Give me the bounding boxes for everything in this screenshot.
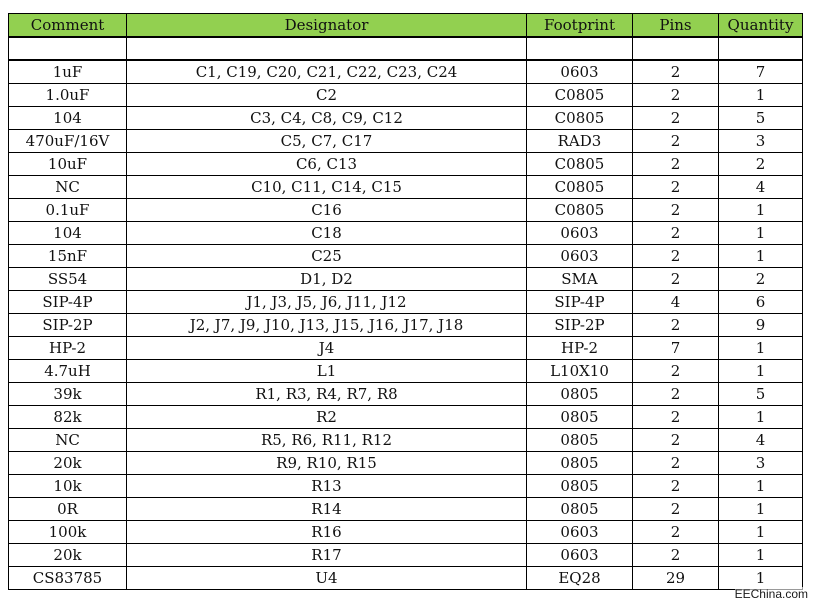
footprint-cell: 0603 <box>527 245 633 268</box>
footprint-cell: C0805 <box>527 107 633 130</box>
comment-cell: 104 <box>9 107 127 130</box>
comment-cell: 1.0uF <box>9 84 127 107</box>
designator-cell: D1, D2 <box>127 268 527 291</box>
quantity-cell: 4 <box>719 429 803 452</box>
comment-cell: 10uF <box>9 153 127 176</box>
quantity-cell: 4 <box>719 176 803 199</box>
footprint-cell: L10X10 <box>527 360 633 383</box>
bom-table-wrapper <box>8 13 803 590</box>
designator-cell: R16 <box>127 521 527 544</box>
table-row <box>9 337 803 360</box>
quantity-cell: 6 <box>719 291 803 314</box>
table-row <box>9 199 803 222</box>
quantity-cell: 1 <box>719 475 803 498</box>
footprint-cell: 0603 <box>527 222 633 245</box>
watermark: EEChina.com <box>734 587 808 601</box>
designator-cell: J4 <box>127 337 527 360</box>
footprint-cell: 0805 <box>527 429 633 452</box>
designator-cell: R13 <box>127 475 527 498</box>
designator-cell: C16 <box>127 199 527 222</box>
designator-cell: R5, R6, R11, R12 <box>127 429 527 452</box>
footprint-cell: C0805 <box>527 176 633 199</box>
footprint-cell: SIP-2P <box>527 314 633 337</box>
comment-cell: 0.1uF <box>9 199 127 222</box>
pins-cell: 2 <box>633 360 719 383</box>
comment-cell: 104 <box>9 222 127 245</box>
pins-cell: 2 <box>633 199 719 222</box>
pins-cell: 4 <box>633 291 719 314</box>
comment-cell: 470uF/16V <box>9 130 127 153</box>
table-row <box>9 360 803 383</box>
quantity-cell: 1 <box>719 544 803 567</box>
quantity-cell: 1 <box>719 498 803 521</box>
table-row <box>9 84 803 107</box>
comment-cell: HP-2 <box>9 337 127 360</box>
designator-cell: C6, C13 <box>127 153 527 176</box>
quantity-cell: 2 <box>719 153 803 176</box>
designator-cell: C1, C19, C20, C21, C22, C23, C24 <box>127 60 527 84</box>
quantity-cell: 1 <box>719 84 803 107</box>
footprint-cell: SMA <box>527 268 633 291</box>
table-row <box>9 383 803 406</box>
comment-cell: 100k <box>9 521 127 544</box>
comment-cell: 4.7uH <box>9 360 127 383</box>
header-pins: Pins <box>633 14 719 38</box>
table-row <box>9 176 803 199</box>
designator-cell: R17 <box>127 544 527 567</box>
comment-cell: 82k <box>9 406 127 429</box>
pins-cell: 2 <box>633 245 719 268</box>
table-row <box>9 37 803 60</box>
pins-cell: 2 <box>633 314 719 337</box>
table-row <box>9 452 803 475</box>
pins-cell: 2 <box>633 521 719 544</box>
designator-cell: C2 <box>127 84 527 107</box>
comment-cell: SIP-4P <box>9 291 127 314</box>
table-row <box>9 291 803 314</box>
designator-cell: R9, R10, R15 <box>127 452 527 475</box>
quantity-cell: 1 <box>719 521 803 544</box>
footprint-cell: 0603 <box>527 544 633 567</box>
comment-cell: 39k <box>9 383 127 406</box>
footprint-cell: 0805 <box>527 383 633 406</box>
designator-cell: L1 <box>127 360 527 383</box>
quantity-cell: 1 <box>719 222 803 245</box>
pins-cell: 2 <box>633 383 719 406</box>
footprint-cell: 0603 <box>527 521 633 544</box>
pins-cell: 2 <box>633 452 719 475</box>
pins-cell: 2 <box>633 544 719 567</box>
designator-cell: U4 <box>127 567 527 590</box>
designator-cell: R1, R3, R4, R7, R8 <box>127 383 527 406</box>
table-row <box>9 153 803 176</box>
designator-cell: C5, C7, C17 <box>127 130 527 153</box>
quantity-cell: 5 <box>719 107 803 130</box>
comment-cell <box>9 37 127 60</box>
table-row <box>9 107 803 130</box>
footprint-cell: 0805 <box>527 452 633 475</box>
header-designator: Designator <box>127 14 527 38</box>
designator-cell <box>127 37 527 60</box>
pins-cell <box>633 37 719 60</box>
table-row <box>9 222 803 245</box>
quantity-cell: 1 <box>719 245 803 268</box>
footprint-cell: C0805 <box>527 84 633 107</box>
quantity-cell: 3 <box>719 452 803 475</box>
pins-cell: 7 <box>633 337 719 360</box>
header-row <box>9 14 803 38</box>
comment-cell: 0R <box>9 498 127 521</box>
quantity-cell: 9 <box>719 314 803 337</box>
pins-cell: 2 <box>633 222 719 245</box>
table-row <box>9 521 803 544</box>
comment-cell: 20k <box>9 544 127 567</box>
pins-cell: 2 <box>633 60 719 84</box>
comment-cell: NC <box>9 429 127 452</box>
table-row <box>9 406 803 429</box>
comment-cell: 1uF <box>9 60 127 84</box>
designator-cell: C18 <box>127 222 527 245</box>
footprint-cell: RAD3 <box>527 130 633 153</box>
pins-cell: 2 <box>633 429 719 452</box>
quantity-cell: 1 <box>719 199 803 222</box>
comment-cell: 20k <box>9 452 127 475</box>
quantity-cell: 1 <box>719 337 803 360</box>
comment-cell: 10k <box>9 475 127 498</box>
footprint-cell: HP-2 <box>527 337 633 360</box>
footprint-cell: SIP-4P <box>527 291 633 314</box>
header-comment: Comment <box>9 14 127 38</box>
quantity-cell: 1 <box>719 360 803 383</box>
pins-cell: 2 <box>633 176 719 199</box>
table-body <box>9 37 803 590</box>
table-row <box>9 567 803 590</box>
pins-cell: 2 <box>633 498 719 521</box>
designator-cell: R2 <box>127 406 527 429</box>
pins-cell: 2 <box>633 107 719 130</box>
table-row <box>9 429 803 452</box>
table-row <box>9 314 803 337</box>
pins-cell: 2 <box>633 84 719 107</box>
footprint-cell: 0805 <box>527 498 633 521</box>
header-footprint: Footprint <box>527 14 633 38</box>
quantity-cell: 3 <box>719 130 803 153</box>
quantity-cell: 1 <box>719 406 803 429</box>
quantity-cell: 7 <box>719 60 803 84</box>
pins-cell: 2 <box>633 153 719 176</box>
pins-cell: 2 <box>633 475 719 498</box>
designator-cell: C3, C4, C8, C9, C12 <box>127 107 527 130</box>
footprint-cell: 0805 <box>527 475 633 498</box>
header-quantity: Quantity <box>719 14 803 38</box>
comment-cell: 15nF <box>9 245 127 268</box>
table-row <box>9 130 803 153</box>
footprint-cell: EQ28 <box>527 567 633 590</box>
pins-cell: 2 <box>633 130 719 153</box>
footprint-cell: C0805 <box>527 199 633 222</box>
footprint-cell: 0603 <box>527 60 633 84</box>
quantity-cell: 1 <box>719 567 803 590</box>
quantity-cell <box>719 37 803 60</box>
designator-cell: J1, J3, J5, J6, J11, J12 <box>127 291 527 314</box>
pins-cell: 2 <box>633 268 719 291</box>
footprint-cell <box>527 37 633 60</box>
table-row <box>9 60 803 84</box>
designator-cell: R14 <box>127 498 527 521</box>
designator-cell: C10, C11, C14, C15 <box>127 176 527 199</box>
pins-cell: 2 <box>633 406 719 429</box>
comment-cell: CS83785 <box>9 567 127 590</box>
comment-cell: SS54 <box>9 268 127 291</box>
pins-cell: 29 <box>633 567 719 590</box>
quantity-cell: 2 <box>719 268 803 291</box>
footprint-cell: 0805 <box>527 406 633 429</box>
designator-cell: J2, J7, J9, J10, J13, J15, J16, J17, J18 <box>127 314 527 337</box>
table-row <box>9 268 803 291</box>
table-row <box>9 544 803 567</box>
table-row <box>9 245 803 268</box>
footprint-cell: C0805 <box>527 153 633 176</box>
bom-table <box>8 13 803 590</box>
table-row <box>9 498 803 521</box>
quantity-cell: 5 <box>719 383 803 406</box>
comment-cell: SIP-2P <box>9 314 127 337</box>
designator-cell: C25 <box>127 245 527 268</box>
table-row <box>9 475 803 498</box>
comment-cell: NC <box>9 176 127 199</box>
